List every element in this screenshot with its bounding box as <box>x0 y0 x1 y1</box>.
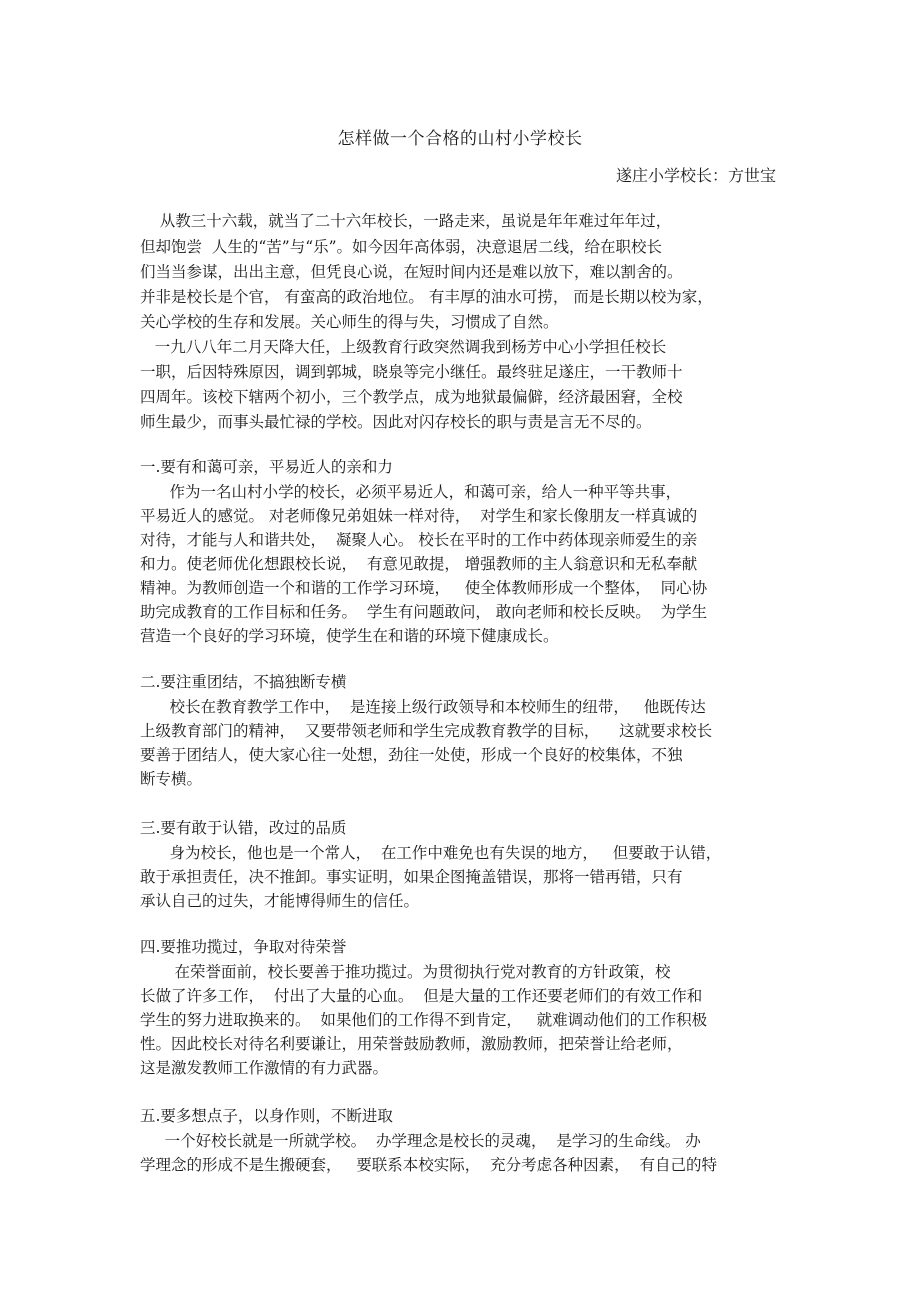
body-line: 学生的努力进取换来的。 如果他们的工作得不到肯定， 就难调动他们的工作积极 <box>140 1011 708 1029</box>
body-line: 性。因此校长对待名利要谦让，用荣誉鼓励教师，激励教师，把荣誉让给老师， <box>140 1035 683 1053</box>
section-heading-4: 四.要推功揽过，争取对待荣誉 <box>140 938 347 956</box>
section-heading-2: 二.要注重团结，不搞独断专横 <box>140 673 347 691</box>
body-line: 们当当参谋，出出主意，但凭良心说，在短时间内还是难以放下，难以割舍的。 <box>140 263 683 281</box>
body-line: 作为一名山村小学的校长，必须平易近人，和蔼可亲，给人一种平等共事， <box>140 483 682 501</box>
author-line: 遂庄小学校长：方世宝 <box>615 166 776 185</box>
body-line: 四周年。该校下辖两个初小，三个教学点，成为地狱最偏僻，经济最困窘，全校 <box>140 388 683 406</box>
body-line: 师生最少，而事头最忙禄的学校。因此对闪存校长的职与责是言无不尽的。 <box>140 413 652 431</box>
section-heading-1: 一.要有和蔼可亲，平易近人的亲和力 <box>140 458 393 476</box>
body-line: 学理念的形成不是生搬硬套， 要联系本校实际， 充分考虑各种因素， 有自己的特 <box>140 1156 717 1174</box>
section-heading-5: 五.要多想点子，以身作则，不断进取 <box>140 1107 393 1125</box>
body-line: 上级教育部门的精神， 又要带领老师和学生完成教育教学的目标， 这就要求校长 <box>140 722 713 740</box>
body-line: 关心学校的生存和发展。关心师生的得与失，习惯成了自然。 <box>140 313 559 331</box>
body-line: 和力。使老师优化想跟校长说， 有意见敢提， 增强教师的主人翁意识和无私奉献 <box>140 555 698 573</box>
body-line: 身为校长，他也是一个常人， 在工作中难免也有失误的地方， 但要敢于认错， <box>140 844 722 862</box>
body-line: 要善于团结人，使大家心往一处想，劲往一处使，形成一个良好的校集体，不独 <box>140 746 683 764</box>
body-line: 断专横。 <box>140 770 203 788</box>
section-heading-3: 三.要有敢于认错，改过的品质 <box>140 819 347 837</box>
body-line: 这是激发教师工作激情的有力武器。 <box>140 1059 389 1077</box>
body-line: 助完成教育的工作目标和任务。 学生有问题敢问， 敢向老师和校长反映。 为学生 <box>140 603 708 621</box>
body-line: 校长在教育教学工作中， 是连接上级行政领导和本校师生的纽带， 他既传达 <box>140 698 706 716</box>
body-line: 长做了许多工作， 付出了大量的心血。 但是大量的工作还要老师们的有效工作和 <box>140 987 703 1005</box>
body-line: 但却饱尝 人生的“苦”与“乐”。如今因年高体弱，决意退居二线，给在职校长 <box>140 238 663 256</box>
body-line: 精神。为教师创造一个和谐的工作学习环境， 使全体教师形成一个整体， 同心协 <box>140 579 708 597</box>
body-line: 承认自己的过失，才能博得师生的信任。 <box>140 892 420 910</box>
body-line: 一个好校长就是一所就学校。 办学理念是校长的灵魂， 是学习的生命线。 办 <box>140 1132 701 1150</box>
body-line: 并非是校长是个官， 有蛮高的政治地位。 有丰厚的油水可捞， 而是长期以校为家， <box>140 288 713 306</box>
body-line: 平易近人的感觉。 对老师像兄弟姐妹一样对待， 对学生和家长像朋友一样真诚的 <box>140 507 698 525</box>
body-line: 一九八八年二月天降大任，上级教育行政突然调我到杨芳中心小学担任校长 <box>140 338 667 356</box>
body-line: 在荣誉面前，校长要善于推功揽过。为贯彻执行党对教育的方针政策，校 <box>140 963 671 981</box>
body-line: 一职，后因特殊原因，调到郭城，晓泉等完小继任。最终驻足遂庄，一干教师十 <box>140 363 683 381</box>
body-line: 从教三十六载，就当了二十六年校长，一路走来，虽说是年年难过年年过， <box>140 212 672 230</box>
document-title: 怎样做一个合格的山村小学校长 <box>337 129 583 149</box>
body-line: 营造一个良好的学习环境，使学生在和谐的环境下健康成长。 <box>140 627 559 645</box>
body-line: 对待，才能与人和谐共处， 凝聚人心。 校长在平时的工作中药体现亲师爱生的亲 <box>140 531 698 549</box>
body-line: 敢于承担责任，决不推卸。事实证明，如果企图掩盖错误，那将一错再错，只有 <box>140 868 683 886</box>
